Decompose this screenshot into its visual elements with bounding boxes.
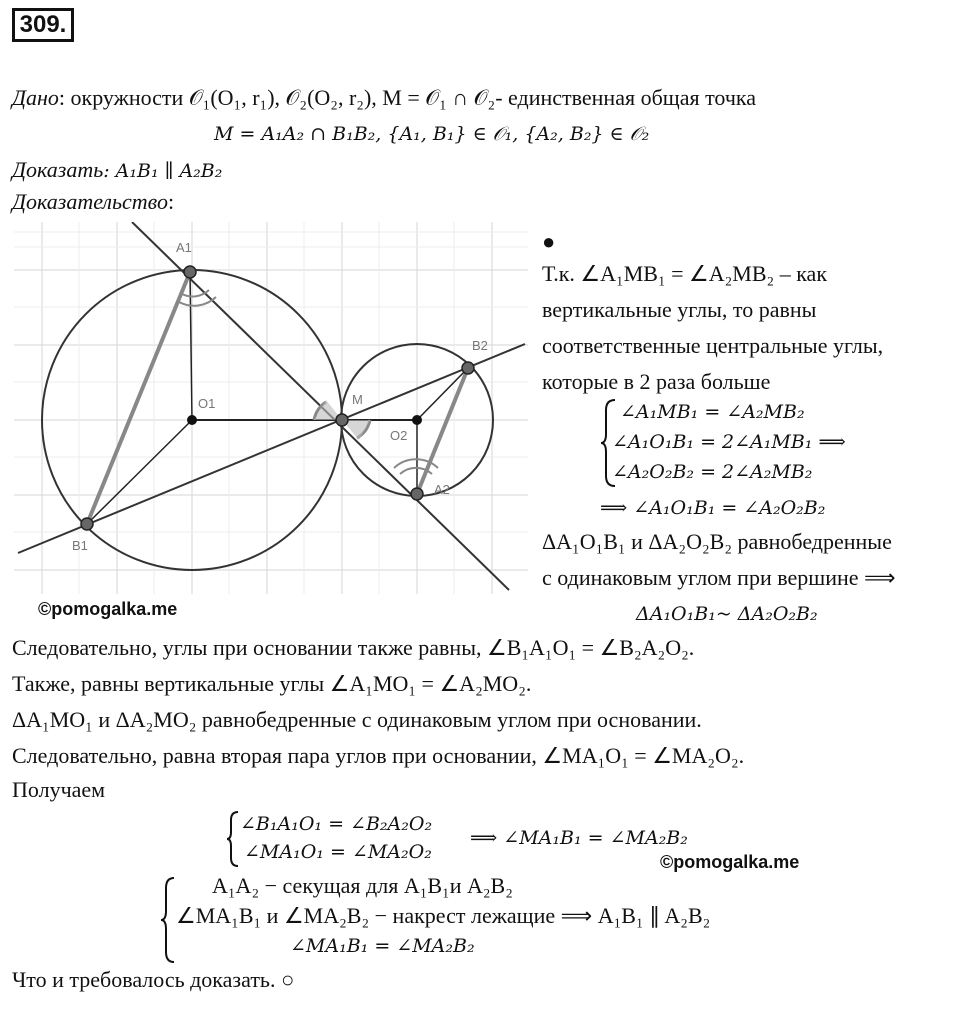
label-o1: O1 — [198, 396, 216, 411]
rc-line-1: Т.к. ∠A₁MB₁ = ∠A₂MB₂ – как — [542, 261, 828, 286]
rc-line-7: с одинаковым углом при вершине ⟹ — [542, 565, 896, 590]
body-p5: Получаем — [12, 777, 106, 802]
sys2-result: ⟹ ∠MA₁B₁ = ∠MA₂B₂ — [470, 827, 688, 849]
proof-label: Доказательство — [12, 189, 168, 214]
system-brace-2 — [226, 810, 240, 868]
proof-colon: : — [167, 189, 175, 214]
body-p2: Также, равны вертикальные углы ∠A₁MO₁ = ∠A₂MO₂. — [12, 671, 532, 696]
watermark-2: ©pomogalka.me — [660, 852, 800, 872]
rc-line-5: ⟹ ∠A₁O₁B₁ = ∠A₂O₂B₂ — [600, 497, 826, 519]
rc-sys-1: ∠A₁MB₁ = ∠A₂MB₂ — [620, 401, 805, 423]
sys2-line-1: ∠B₁A₁O₁ = ∠B₂A₂O₂ — [240, 813, 433, 835]
label-b2: B2 — [472, 338, 488, 353]
label-m: M — [352, 392, 363, 407]
given-line — [12, 84, 756, 112]
body-p4: Следовательно, равна вторая пара углов при основании, ∠MA₁O₁ = ∠MA₂O₂. — [12, 743, 745, 768]
label-a2: A2 — [434, 482, 450, 497]
sys3-line-3: ∠MA₁B₁ = ∠MA₂B₂ — [290, 935, 475, 957]
watermark: ©pomogalka.me — [38, 599, 178, 619]
rc-line-8: ΔA₁O₁B₁~ ΔA₂O₂B₂ — [636, 603, 818, 625]
body-p1: Следовательно, углы при основании также равны, ∠B₁A₁O₁ = ∠B₂A₂O₂. — [12, 635, 695, 660]
rc-line-6: ΔA₁O₁B₁ и ΔA₂O₂B₂ равнобедренные — [542, 529, 892, 554]
body-p3: ΔA₁MO₁ и ΔA₂MO₂ равнобедренные с одинаковым углом при основании. — [12, 707, 702, 732]
sys3-line-1: A₁A₂ − секущая для A₁B₁и A₂B₂ — [212, 873, 513, 898]
sys2-line-2: ∠MA₁O₁ = ∠MA₂O₂ — [244, 841, 432, 863]
given-label: Дано — [12, 85, 59, 110]
point-a1 — [184, 266, 196, 278]
rc-line-4: которые в 2 раза больше — [542, 369, 771, 394]
system-brace-3 — [160, 876, 176, 964]
label-b1: B1 — [72, 538, 88, 553]
prove-text: : A₁B₁ ∥ A₂B₂ — [103, 160, 223, 182]
rc-sys-3: ∠A₂O₂B₂ = 2∠A₂MB₂ — [612, 461, 813, 483]
point-o1 — [187, 415, 197, 425]
bullet: ● — [542, 229, 556, 254]
conclusion: Что и требовалось доказать. ○ — [12, 967, 295, 992]
chord-a1b1 — [87, 272, 190, 524]
chord-a2b2 — [417, 368, 468, 494]
secant-b1b2 — [18, 344, 525, 553]
proof-label-line — [12, 188, 174, 216]
label-a1: A1 — [176, 240, 192, 255]
geometry-figure — [14, 222, 528, 594]
point-m — [336, 414, 348, 426]
point-a2 — [411, 488, 423, 500]
prove-label: Доказать — [12, 157, 104, 182]
prove-line — [12, 156, 222, 185]
problem-number: 309. — [12, 8, 74, 42]
sys3-line-2: ∠MA₁B₁ и ∠MA₂B₂ − накрест лежащие ⟹ A₁B₁ ∥ A₂B₂ — [176, 903, 711, 928]
point-b1 — [81, 518, 93, 530]
given-text: : окружности 𝒪₁(O₁, r₁), 𝒪₂(O₂, r₂), M = 𝒪₁ ∩ 𝒪₂- единственная общая точка — [58, 85, 757, 110]
rc-line-2: вертикальные углы, то равны — [542, 297, 817, 322]
point-b2 — [462, 362, 474, 374]
rc-line-3: соответственные центральные углы, — [542, 333, 884, 358]
rc-sys-2: ∠A₁O₁B₁ = 2∠A₁MB₁ ⟹ — [612, 431, 846, 453]
given-line-2: M = A₁A₂ ∩ B₁B₂, {A₁, B₁} ∈ 𝒪₁, {A₂, B₂} ∈ 𝒪₂ — [214, 123, 650, 145]
label-o2: O2 — [390, 428, 408, 443]
point-o2 — [412, 415, 422, 425]
